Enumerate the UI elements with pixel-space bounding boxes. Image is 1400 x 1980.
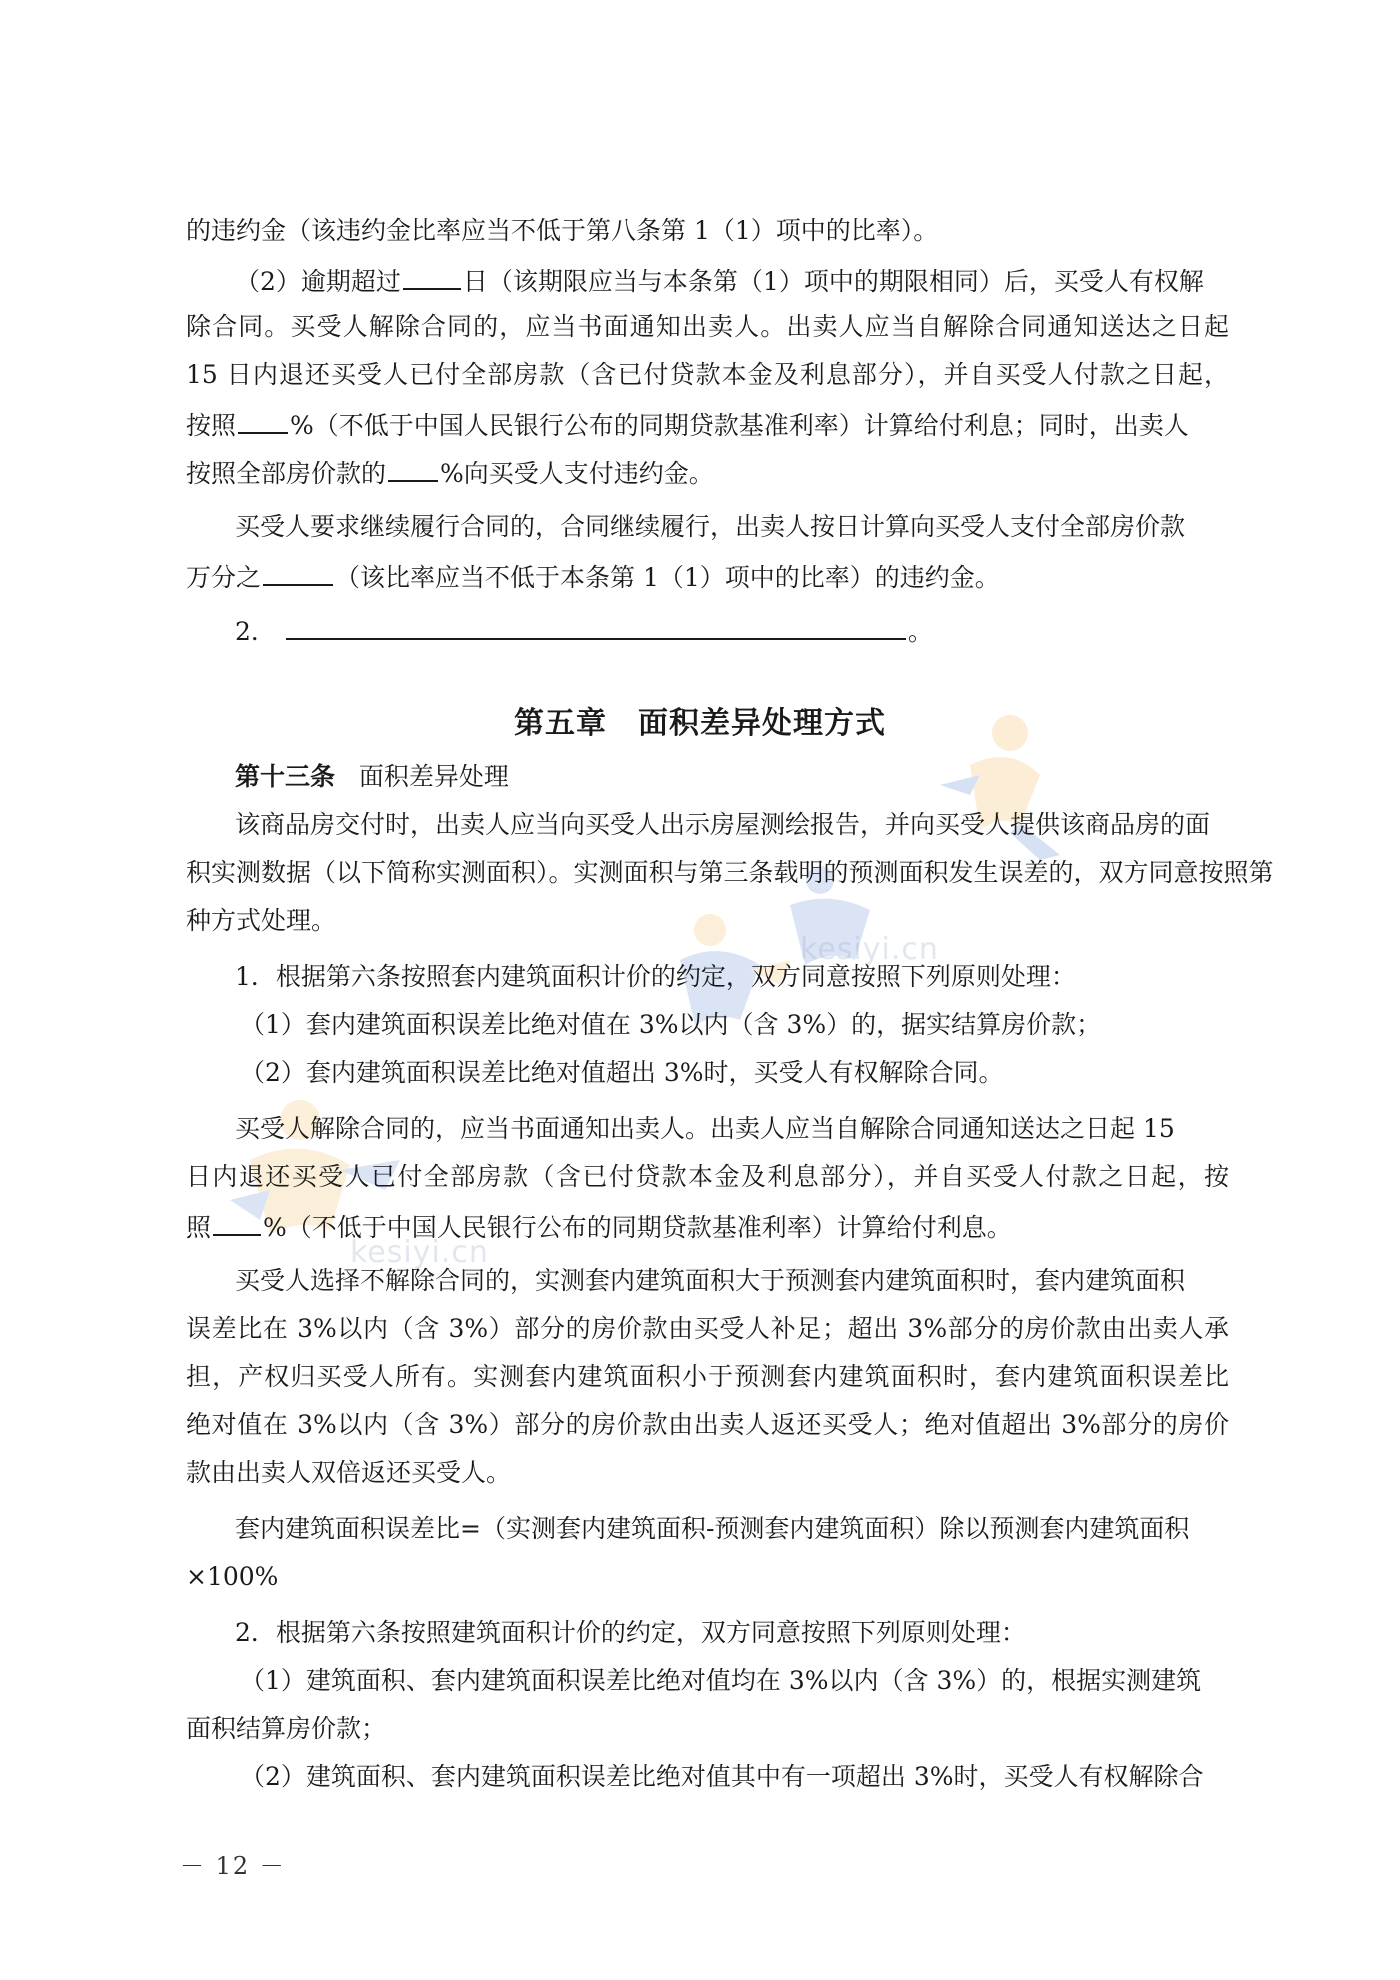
text-line: 2．根据第六条按照建筑面积计价的约定，双方同意按照下列原则处理： bbox=[235, 1618, 1026, 1647]
blank-field[interactable] bbox=[213, 1208, 261, 1236]
blank-field[interactable] bbox=[286, 612, 906, 640]
text-line: （1）建筑面积、套内建筑面积误差比绝对值均在 3%以内（含 3%）的，根据实测建筑 bbox=[240, 1666, 1202, 1695]
article-number: 第十三条 bbox=[235, 762, 336, 791]
text-line: 买受人要求继续履行合同的，合同继续履行，出卖人按日计算向买受人支付全部房价款 bbox=[235, 512, 1186, 541]
article-title: 面积差异处理 bbox=[358, 762, 509, 791]
text-line: （2）建筑面积、套内建筑面积误差比绝对值其中有一项超出 3%时，买受人有权解除合 bbox=[240, 1762, 1204, 1791]
blank-field[interactable] bbox=[263, 558, 333, 586]
text-line: 绝对值在 3%以内（含 3%）部分的房价款由出卖人返还买受人；绝对值超出 3%部分的房价 bbox=[186, 1410, 1229, 1439]
text-line: 照 %（不低于中国人民银行公布的同期贷款基准利率）计算给付利息。 bbox=[0, 1208, 1400, 1245]
blank-field[interactable] bbox=[238, 406, 288, 434]
text-line: 按照全部房价款的 %向买受人支付违约金。 bbox=[0, 454, 1400, 491]
text-line: （2）套内建筑面积误差比绝对值超出 3%时，买受人有权解除合同。 bbox=[240, 1058, 1004, 1087]
text-line: （2）逾期超过 日（该期限应当与本条第（1）项中的期限相同）后，买受人有权解 bbox=[0, 262, 1400, 299]
text-line: 按照 %（不低于中国人民银行公布的同期贷款基准利率）计算给付利息；同时，出卖人 bbox=[0, 406, 1400, 443]
text-line: 套内建筑面积误差比=（实测套内建筑面积-预测套内建筑面积）除以预测套内建筑面积 bbox=[235, 1514, 1190, 1543]
text-line: 担，产权归买受人所有。实测套内建筑面积小于预测套内建筑面积时，套内建筑面积误差比 bbox=[186, 1362, 1229, 1391]
text-line: 误差比在 3%以内（含 3%）部分的房价款由买受人补足；超出 3%部分的房价款由出卖人承 bbox=[186, 1314, 1229, 1343]
text-line: 1．根据第六条按照套内建筑面积计价的约定，双方同意按照下列原则处理： bbox=[235, 962, 1076, 991]
text-line: 的违约金（该违约金比率应当不低于第八条第 1（1）项中的比率）。 bbox=[186, 216, 939, 245]
blank-field[interactable] bbox=[388, 454, 438, 482]
article-heading bbox=[235, 760, 509, 794]
text-line: 2． 。 bbox=[0, 612, 1400, 649]
text-line: 日内退还买受人已付全部房款（含已付贷款本金及利息部分），并自买受人付款之日起，按 bbox=[186, 1162, 1229, 1191]
text-line: ×100% bbox=[186, 1562, 279, 1591]
text-line: 该商品房交付时，出卖人应当向买受人出示房屋测绘报告，并向买受人提供该商品房的面 bbox=[235, 810, 1211, 839]
blank-field[interactable] bbox=[403, 262, 461, 290]
text-line: 种方式处理。 bbox=[186, 906, 337, 935]
text-line: 买受人解除合同的，应当书面通知出卖人。出卖人应当自解除合同通知送达之日起 15 bbox=[235, 1114, 1175, 1143]
text-line: 面积结算房价款； bbox=[186, 1714, 387, 1743]
text-line: （1）套内建筑面积误差比绝对值在 3%以内（含 3%）的，据实结算房价款； bbox=[240, 1010, 1102, 1039]
text-line: 买受人选择不解除合同的，实测套内建筑面积大于预测套内建筑面积时，套内建筑面积 bbox=[235, 1266, 1186, 1295]
page-number: － 12 － bbox=[180, 1852, 286, 1880]
watermark-text: kesiyi.cn bbox=[350, 1235, 489, 1270]
chapter-title: 第五章 面积差异处理方式 bbox=[514, 706, 886, 741]
text-line: 万分之 （该比率应当不低于本条第 1（1）项中的比率）的违约金。 bbox=[0, 558, 1400, 595]
text-line: 15 日内退还买受人已付全部房款（含已付贷款本金及利息部分），并自买受人付款之日起， bbox=[186, 360, 1229, 389]
text-line: 款由出卖人双倍返还买受人。 bbox=[186, 1458, 512, 1487]
text-line: 除合同。买受人解除合同的，应当书面通知出卖人。出卖人应当自解除合同通知送达之日起 bbox=[186, 312, 1229, 341]
watermark-text: kesiyi.cn bbox=[800, 932, 939, 967]
text-line: 积实测数据（以下简称实测面积）。实测面积与第三条载明的预测面积发生误差的，双方同意按照第 bbox=[186, 858, 1274, 887]
